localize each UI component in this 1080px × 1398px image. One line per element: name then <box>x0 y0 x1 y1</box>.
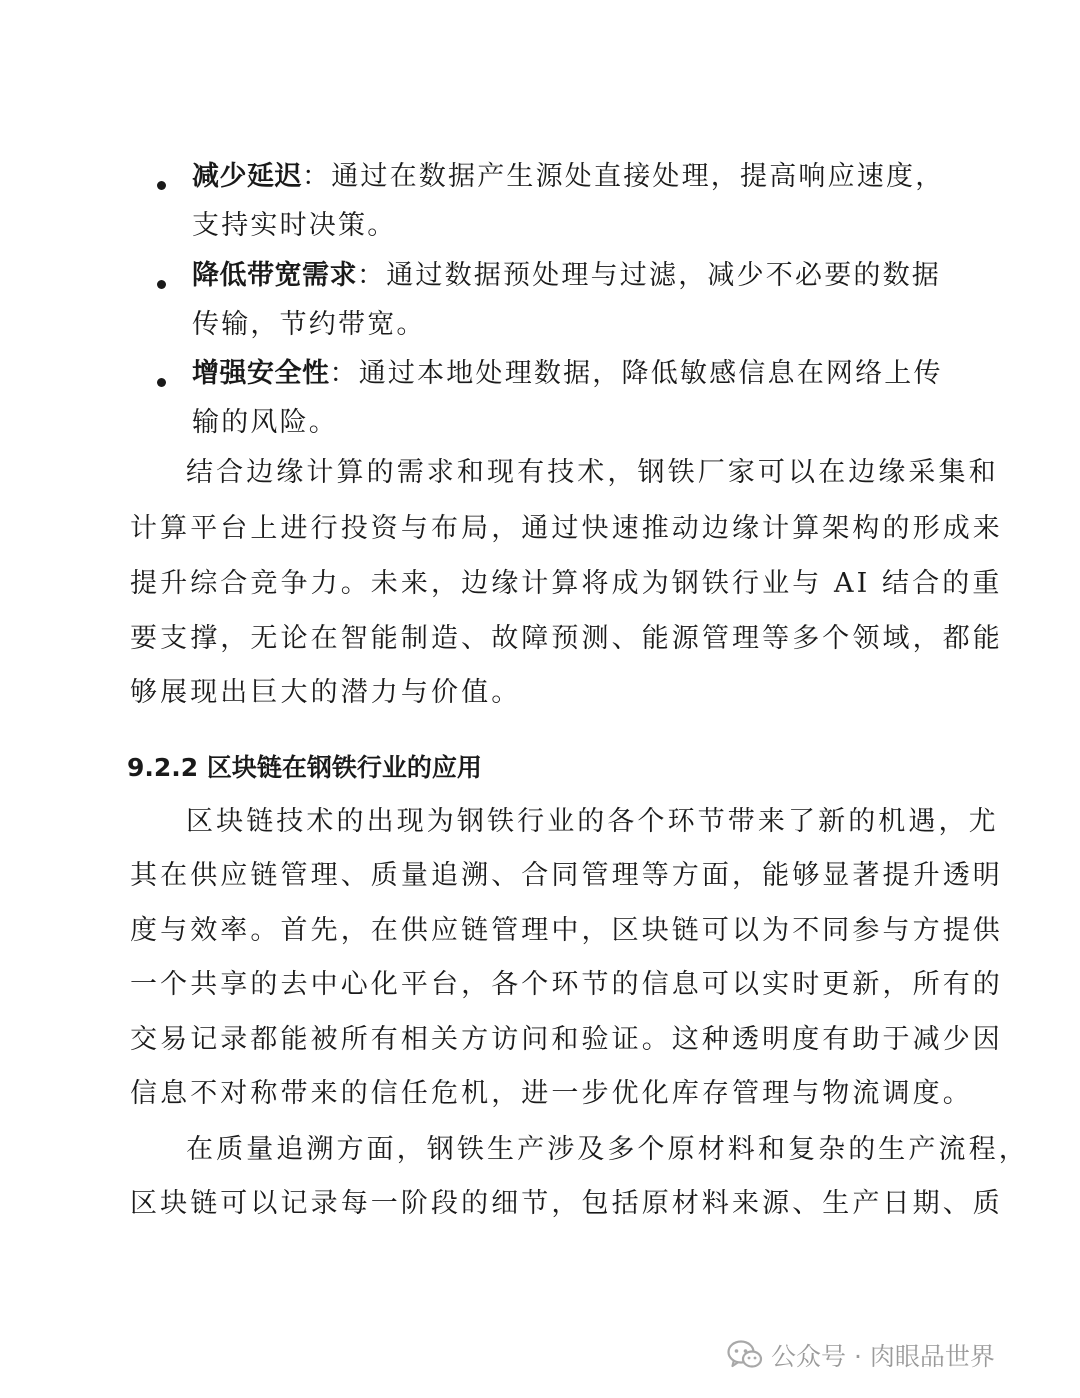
bullet-continuation: 传输，节约带宽。 <box>192 309 426 340</box>
paragraph-line: 其在供应链管理、质量追溯、合同管理等方面，能够显著提升透明 <box>130 860 1003 891</box>
bullet-dot <box>157 181 166 190</box>
wechat-icon <box>727 1339 763 1371</box>
paragraph-line: 要支撑，无论在智能制造、故障预测、能源管理等多个领域，都能 <box>130 623 1003 654</box>
bullet-term: 增强安全性 <box>192 358 330 389</box>
paragraph-line: 区块链技术的出现为钢铁行业的各个环节带来了新的机遇，尤 <box>186 806 999 837</box>
paragraph-line: 结合边缘计算的需求和现有技术，钢铁厂家可以在边缘采集和 <box>186 457 999 488</box>
bullet-line <box>192 261 941 291</box>
paragraph-line: 够展现出巨大的潜力与价值。 <box>130 677 522 708</box>
paragraph-line: 信息不对称带来的信任危机，进一步优化库存管理与物流调度。 <box>130 1078 973 1109</box>
paragraph-line: 提升综合竞争力。未来，边缘计算将成为钢铁行业与 AI 结合的重 <box>130 568 1003 599</box>
bullet-dot <box>157 280 166 289</box>
paragraph-line: 交易记录都能被所有相关方访问和验证。这种透明度有助于减少因 <box>130 1024 1003 1055</box>
section-heading: 9.2.2 区块链在钢铁行业的应用 <box>127 753 482 782</box>
paragraph-line: 计算平台上进行投资与布局，通过快速推动边缘计算架构的形成来 <box>130 513 1003 544</box>
paragraph-line: 一个共享的去中心化平台，各个环节的信息可以实时更新，所有的 <box>130 969 1003 1000</box>
bullet-continuation: 支持实时决策。 <box>192 210 397 241</box>
watermark-text: 公众号 · 肉眼品世界 <box>771 1342 995 1371</box>
bullet-text: 通过本地处理数据，降低敏感信息在网络上传 <box>358 358 943 389</box>
bullet-colon: ： <box>329 358 359 389</box>
paragraph-line: 在质量追溯方面，钢铁生产涉及多个原材料和复杂的生产流程， <box>186 1134 1029 1165</box>
bullet-colon: ： <box>357 260 387 291</box>
bullet-continuation: 输的风险。 <box>192 407 338 438</box>
bullet-term: 减少延迟 <box>192 161 302 192</box>
watermark <box>727 1337 995 1373</box>
bullet-colon: ： <box>302 161 332 192</box>
bullet-line <box>192 162 944 192</box>
bullet-text: 通过在数据产生源处直接处理，提高响应速度， <box>331 161 945 192</box>
paragraph-line: 区块链可以记录每一阶段的细节，包括原材料来源、生产日期、质 <box>130 1188 1003 1219</box>
bullet-text: 通过数据预处理与过滤，减少不必要的数据 <box>386 260 942 291</box>
bullet-term: 降低带宽需求 <box>192 260 357 291</box>
bullet-line <box>192 359 943 389</box>
bullet-dot <box>157 378 166 387</box>
paragraph-line: 度与效率。首先，在供应链管理中，区块链可以为不同参与方提供 <box>130 915 1003 946</box>
